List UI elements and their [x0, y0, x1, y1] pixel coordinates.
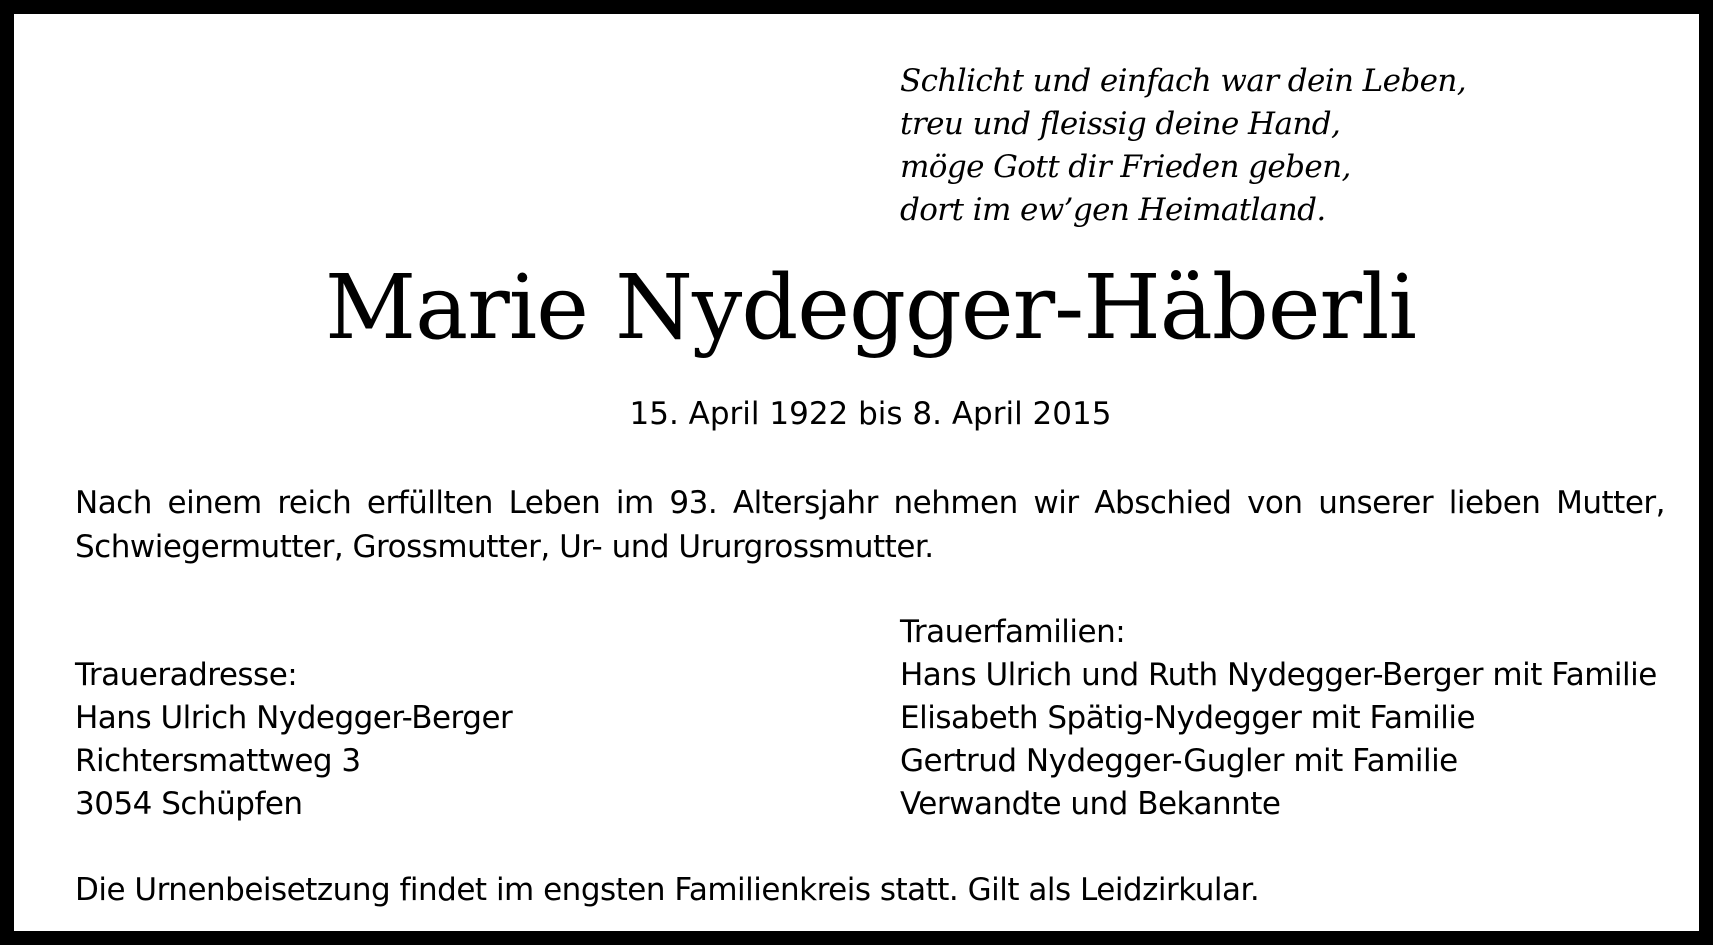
- poem-line: Schlicht und einfach war dein Leben,: [900, 63, 1466, 99]
- family-member: Verwandte und Bekannte: [900, 786, 1281, 822]
- poem-line: möge Gott dir Frieden geben,: [900, 149, 1351, 185]
- mourning-families: [900, 611, 1657, 826]
- families-heading: Trauerfamilien:: [900, 614, 1126, 650]
- life-dates: 15. April 1922 bis 8. April 2015: [629, 396, 1112, 432]
- family-member: Hans Ulrich und Ruth Nydegger-Berger mit Familie: [900, 657, 1657, 693]
- announcement-text: [75, 481, 1665, 569]
- address-heading: Traueradresse:: [75, 657, 298, 693]
- deceased-name: Marie Nydegger-Häberli: [325, 255, 1416, 359]
- announcement-line: Schwiegermutter, Grossmutter, Ur- und Ururgrossmutter.: [75, 529, 934, 565]
- family-member: Elisabeth Spätig-Nydegger mit Familie: [900, 700, 1476, 736]
- address-street: Richtersmattweg 3: [75, 743, 361, 779]
- address-name: Hans Ulrich Nydegger-Berger: [75, 700, 513, 736]
- memorial-poem: [900, 60, 1600, 232]
- family-member: Gertrud Nydegger-Gugler mit Familie: [900, 743, 1458, 779]
- burial-note: Die Urnenbeisetzung findet im engsten Familienkreis statt. Gilt als Leidzirkular.: [75, 872, 1260, 908]
- mourning-address: [75, 654, 512, 826]
- poem-line: treu und fleissig deine Hand,: [900, 106, 1341, 142]
- address-city: 3054 Schüpfen: [75, 786, 303, 822]
- poem-line: dort im ew’gen Heimatland.: [900, 192, 1326, 228]
- announcement-line: Nach einem reich erfüllten Leben im 93. Altersjahr nehmen wir Abschied von unserer lieben Mutter,: [75, 485, 1665, 521]
